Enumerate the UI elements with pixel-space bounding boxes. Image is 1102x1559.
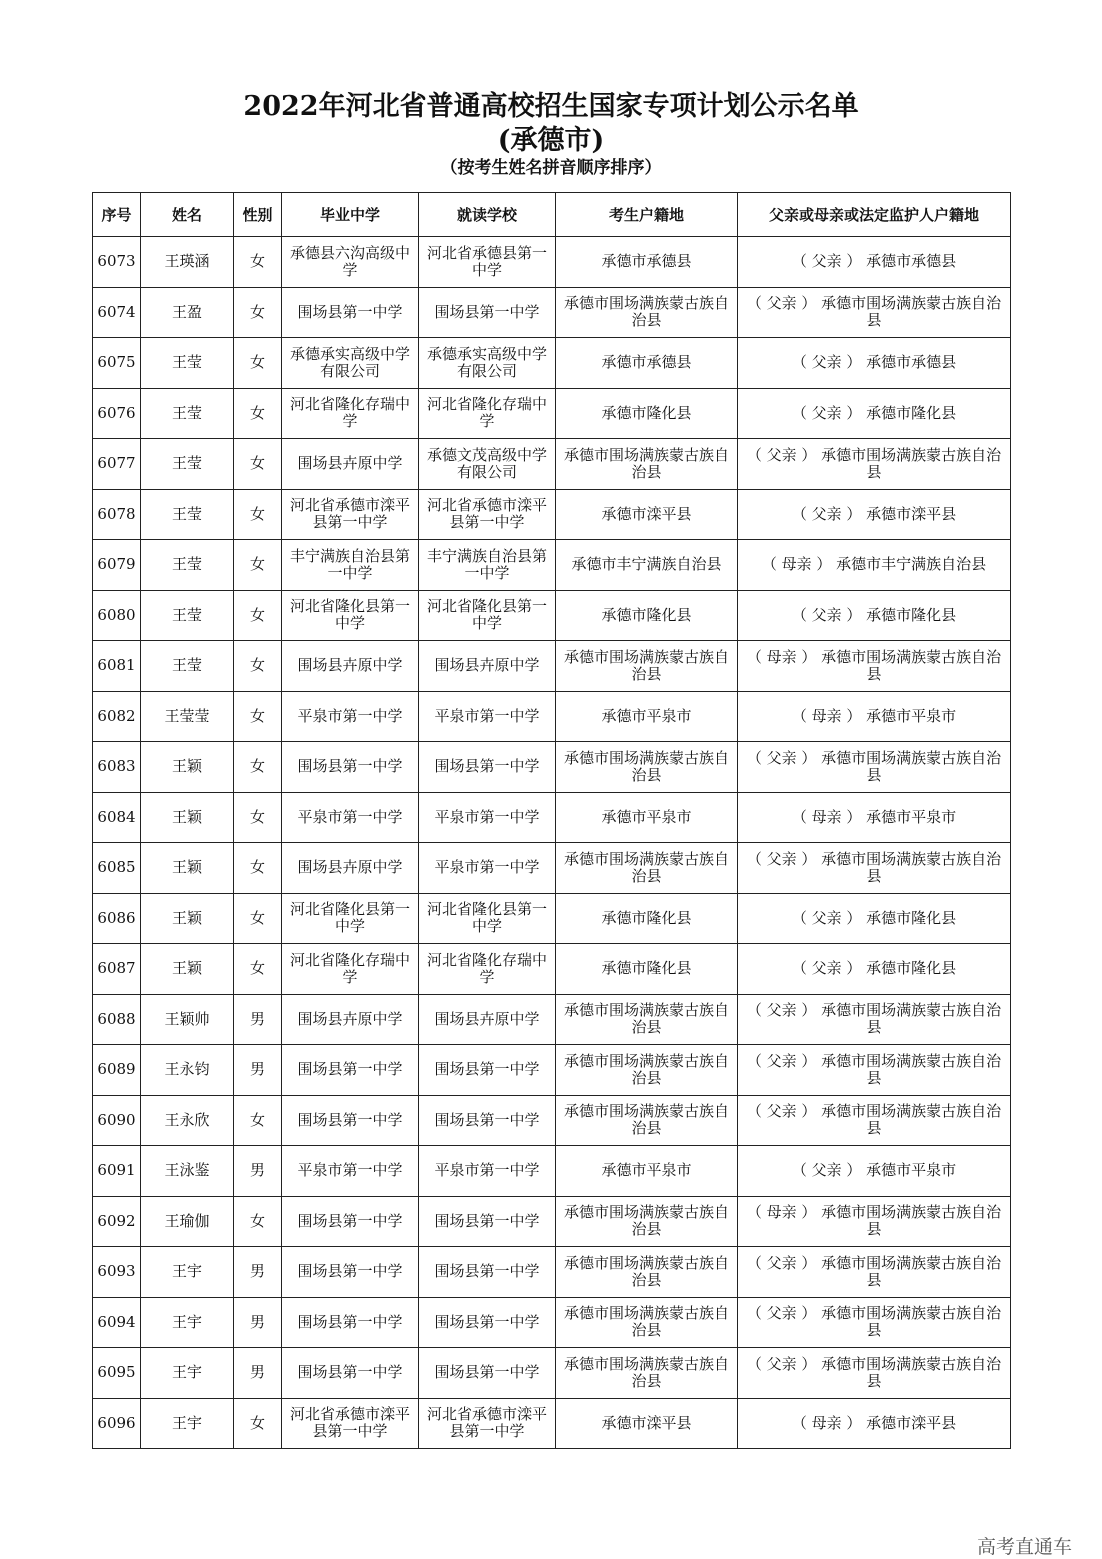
cell-name: 王盈 xyxy=(141,287,234,338)
header-graduated-school: 毕业中学 xyxy=(282,193,419,237)
cell-gender: 男 xyxy=(234,1045,282,1096)
cell-current-school: 平泉市第一中学 xyxy=(419,1146,556,1197)
cell-guardian-residence: （ 父亲 ） 承德市承德县 xyxy=(738,338,1011,389)
cell-student-residence: 承德市围场满族蒙古族自治县 xyxy=(556,1095,738,1146)
cell-serial: 6093 xyxy=(93,1247,141,1298)
cell-graduated-school: 丰宁满族自治县第一中学 xyxy=(282,540,419,591)
cell-student-residence: 承德市滦平县 xyxy=(556,1398,738,1449)
cell-guardian-residence: （ 父亲 ） 承德市承德县 xyxy=(738,237,1011,288)
cell-guardian-residence: （ 父亲 ） 承德市围场满族蒙古族自治县 xyxy=(738,1247,1011,1298)
cell-current-school: 河北省隆化县第一中学 xyxy=(419,590,556,641)
cell-current-school: 平泉市第一中学 xyxy=(419,792,556,843)
cell-current-school: 承德承实高级中学有限公司 xyxy=(419,338,556,389)
cell-current-school: 围场县第一中学 xyxy=(419,742,556,793)
cell-student-residence: 承德市平泉市 xyxy=(556,792,738,843)
table-row xyxy=(93,944,1011,995)
table-row xyxy=(93,994,1011,1045)
cell-name: 王莹 xyxy=(141,590,234,641)
roster-table xyxy=(92,192,1011,1449)
cell-gender: 女 xyxy=(234,489,282,540)
cell-graduated-school: 承德承实高级中学有限公司 xyxy=(282,338,419,389)
cell-current-school: 承德文茂高级中学有限公司 xyxy=(419,439,556,490)
cell-current-school: 围场县卉原中学 xyxy=(419,641,556,692)
cell-name: 王宇 xyxy=(141,1297,234,1348)
cell-guardian-residence: （ 父亲 ） 承德市隆化县 xyxy=(738,893,1011,944)
watermark: 高考直通车 xyxy=(976,1536,1072,1558)
cell-guardian-residence: （ 母亲 ） 承德市平泉市 xyxy=(738,792,1011,843)
table-row xyxy=(93,1398,1011,1449)
cell-graduated-school: 围场县第一中学 xyxy=(282,1045,419,1096)
cell-gender: 女 xyxy=(234,388,282,439)
table-row xyxy=(93,843,1011,894)
cell-student-residence: 承德市围场满族蒙古族自治县 xyxy=(556,287,738,338)
cell-guardian-residence: （ 父亲 ） 承德市平泉市 xyxy=(738,1146,1011,1197)
cell-serial: 6076 xyxy=(93,388,141,439)
cell-current-school: 围场县第一中学 xyxy=(419,1297,556,1348)
cell-gender: 男 xyxy=(234,1146,282,1197)
table-row xyxy=(93,641,1011,692)
table-row xyxy=(93,1348,1011,1399)
cell-serial: 6089 xyxy=(93,1045,141,1096)
cell-student-residence: 承德市围场满族蒙古族自治县 xyxy=(556,994,738,1045)
cell-current-school: 平泉市第一中学 xyxy=(419,691,556,742)
cell-graduated-school: 河北省隆化存瑞中学 xyxy=(282,944,419,995)
table-row xyxy=(93,540,1011,591)
table-row xyxy=(93,388,1011,439)
cell-student-residence: 承德市承德县 xyxy=(556,338,738,389)
cell-name: 王莹 xyxy=(141,439,234,490)
cell-graduated-school: 河北省承德市滦平县第一中学 xyxy=(282,489,419,540)
cell-student-residence: 承德市围场满族蒙古族自治县 xyxy=(556,641,738,692)
cell-student-residence: 承德市隆化县 xyxy=(556,590,738,641)
cell-serial: 6092 xyxy=(93,1196,141,1247)
table-row xyxy=(93,439,1011,490)
cell-student-residence: 承德市围场满族蒙古族自治县 xyxy=(556,1348,738,1399)
cell-serial: 6073 xyxy=(93,237,141,288)
cell-student-residence: 承德市平泉市 xyxy=(556,1146,738,1197)
cell-student-residence: 承德市滦平县 xyxy=(556,489,738,540)
cell-serial: 6075 xyxy=(93,338,141,389)
cell-gender: 女 xyxy=(234,237,282,288)
cell-current-school: 河北省隆化县第一中学 xyxy=(419,893,556,944)
cell-current-school: 河北省隆化存瑞中学 xyxy=(419,944,556,995)
cell-student-residence: 承德市围场满族蒙古族自治县 xyxy=(556,1247,738,1298)
cell-name: 王莹 xyxy=(141,641,234,692)
cell-student-residence: 承德市平泉市 xyxy=(556,691,738,742)
cell-gender: 女 xyxy=(234,641,282,692)
cell-guardian-residence: （ 父亲 ） 承德市滦平县 xyxy=(738,489,1011,540)
cell-serial: 6082 xyxy=(93,691,141,742)
cell-name: 王颖 xyxy=(141,792,234,843)
table-row xyxy=(93,287,1011,338)
table-row xyxy=(93,237,1011,288)
cell-graduated-school: 河北省承德市滦平县第一中学 xyxy=(282,1398,419,1449)
cell-graduated-school: 围场县第一中学 xyxy=(282,1196,419,1247)
cell-guardian-residence: （ 父亲 ） 承德市围场满族蒙古族自治县 xyxy=(738,1348,1011,1399)
cell-student-residence: 承德市围场满族蒙古族自治县 xyxy=(556,843,738,894)
cell-gender: 男 xyxy=(234,1247,282,1298)
cell-name: 王永钧 xyxy=(141,1045,234,1096)
cell-graduated-school: 河北省隆化存瑞中学 xyxy=(282,388,419,439)
table-body xyxy=(93,237,1011,1449)
cell-guardian-residence: （ 父亲 ） 承德市围场满族蒙古族自治县 xyxy=(738,439,1011,490)
cell-student-residence: 承德市围场满族蒙古族自治县 xyxy=(556,1196,738,1247)
cell-name: 王瑜伽 xyxy=(141,1196,234,1247)
cell-serial: 6086 xyxy=(93,893,141,944)
cell-current-school: 河北省承德县第一中学 xyxy=(419,237,556,288)
cell-graduated-school: 围场县第一中学 xyxy=(282,1348,419,1399)
cell-gender: 女 xyxy=(234,1398,282,1449)
cell-guardian-residence: （ 父亲 ） 承德市围场满族蒙古族自治县 xyxy=(738,1045,1011,1096)
cell-current-school: 河北省隆化存瑞中学 xyxy=(419,388,556,439)
cell-guardian-residence: （ 父亲 ） 承德市围场满族蒙古族自治县 xyxy=(738,1297,1011,1348)
cell-serial: 6078 xyxy=(93,489,141,540)
cell-gender: 女 xyxy=(234,287,282,338)
cell-name: 王瑛涵 xyxy=(141,237,234,288)
cell-current-school: 丰宁满族自治县第一中学 xyxy=(419,540,556,591)
header-serial: 序号 xyxy=(93,193,141,237)
cell-guardian-residence: （ 父亲 ） 承德市围场满族蒙古族自治县 xyxy=(738,1095,1011,1146)
header-gender: 性别 xyxy=(234,193,282,237)
cell-student-residence: 承德市承德县 xyxy=(556,237,738,288)
cell-current-school: 围场县第一中学 xyxy=(419,1348,556,1399)
table-row xyxy=(93,792,1011,843)
cell-graduated-school: 河北省隆化县第一中学 xyxy=(282,893,419,944)
cell-name: 王颖 xyxy=(141,843,234,894)
table-row xyxy=(93,590,1011,641)
cell-gender: 女 xyxy=(234,540,282,591)
document-sort-note: （按考生姓名拼音顺序排序） xyxy=(440,158,662,178)
cell-graduated-school: 承德县六沟高级中学 xyxy=(282,237,419,288)
cell-name: 王颖 xyxy=(141,893,234,944)
table-row xyxy=(93,489,1011,540)
cell-graduated-school: 围场县卉原中学 xyxy=(282,843,419,894)
header-guardian-residence: 父亲或母亲或法定监护人户籍地 xyxy=(738,193,1011,237)
cell-serial: 6081 xyxy=(93,641,141,692)
cell-graduated-school: 围场县卉原中学 xyxy=(282,641,419,692)
table-row xyxy=(93,338,1011,389)
cell-serial: 6079 xyxy=(93,540,141,591)
cell-name: 王莹 xyxy=(141,388,234,439)
cell-current-school: 围场县第一中学 xyxy=(419,1095,556,1146)
header-student-residence: 考生户籍地 xyxy=(556,193,738,237)
cell-guardian-residence: （ 父亲 ） 承德市隆化县 xyxy=(738,590,1011,641)
cell-gender: 女 xyxy=(234,944,282,995)
cell-gender: 女 xyxy=(234,439,282,490)
cell-gender: 女 xyxy=(234,691,282,742)
cell-guardian-residence: （ 母亲 ） 承德市丰宁满族自治县 xyxy=(738,540,1011,591)
cell-student-residence: 承德市隆化县 xyxy=(556,388,738,439)
cell-gender: 女 xyxy=(234,893,282,944)
cell-current-school: 围场县第一中学 xyxy=(419,1045,556,1096)
cell-guardian-residence: （ 父亲 ） 承德市围场满族蒙古族自治县 xyxy=(738,994,1011,1045)
table-header-row xyxy=(93,193,1011,237)
header-current-school: 就读学校 xyxy=(419,193,556,237)
cell-serial: 6085 xyxy=(93,843,141,894)
cell-name: 王泳鉴 xyxy=(141,1146,234,1197)
table-row xyxy=(93,893,1011,944)
cell-serial: 6080 xyxy=(93,590,141,641)
cell-serial: 6084 xyxy=(93,792,141,843)
cell-guardian-residence: （ 父亲 ） 承德市围场满族蒙古族自治县 xyxy=(738,843,1011,894)
cell-student-residence: 承德市围场满族蒙古族自治县 xyxy=(556,1297,738,1348)
cell-graduated-school: 围场县卉原中学 xyxy=(282,994,419,1045)
cell-guardian-residence: （ 父亲 ） 承德市围场满族蒙古族自治县 xyxy=(738,742,1011,793)
table-row xyxy=(93,1247,1011,1298)
table-row xyxy=(93,742,1011,793)
cell-gender: 女 xyxy=(234,843,282,894)
cell-gender: 男 xyxy=(234,1348,282,1399)
cell-gender: 女 xyxy=(234,792,282,843)
cell-name: 王莹 xyxy=(141,338,234,389)
cell-graduated-school: 围场县卉原中学 xyxy=(282,439,419,490)
cell-guardian-residence: （ 父亲 ） 承德市隆化县 xyxy=(738,388,1011,439)
cell-name: 王永欣 xyxy=(141,1095,234,1146)
cell-serial: 6083 xyxy=(93,742,141,793)
cell-guardian-residence: （ 父亲 ） 承德市围场满族蒙古族自治县 xyxy=(738,287,1011,338)
cell-serial: 6074 xyxy=(93,287,141,338)
cell-graduated-school: 平泉市第一中学 xyxy=(282,691,419,742)
cell-serial: 6096 xyxy=(93,1398,141,1449)
cell-gender: 女 xyxy=(234,590,282,641)
cell-serial: 6094 xyxy=(93,1297,141,1348)
cell-gender: 女 xyxy=(234,338,282,389)
cell-guardian-residence: （ 母亲 ） 承德市围场满族蒙古族自治县 xyxy=(738,1196,1011,1247)
table-row xyxy=(93,1045,1011,1096)
cell-student-residence: 承德市隆化县 xyxy=(556,944,738,995)
cell-student-residence: 承德市围场满族蒙古族自治县 xyxy=(556,742,738,793)
cell-gender: 女 xyxy=(234,1095,282,1146)
cell-graduated-school: 围场县第一中学 xyxy=(282,1095,419,1146)
cell-current-school: 河北省承德市滦平县第一中学 xyxy=(419,489,556,540)
cell-name: 王颖帅 xyxy=(141,994,234,1045)
cell-serial: 6088 xyxy=(93,994,141,1045)
cell-graduated-school: 平泉市第一中学 xyxy=(282,1146,419,1197)
cell-current-school: 围场县第一中学 xyxy=(419,287,556,338)
cell-serial: 6091 xyxy=(93,1146,141,1197)
cell-gender: 女 xyxy=(234,742,282,793)
cell-student-residence: 承德市围场满族蒙古族自治县 xyxy=(556,1045,738,1096)
cell-current-school: 平泉市第一中学 xyxy=(419,843,556,894)
header-name: 姓名 xyxy=(141,193,234,237)
cell-student-residence: 承德市围场满族蒙古族自治县 xyxy=(556,439,738,490)
cell-graduated-school: 围场县第一中学 xyxy=(282,742,419,793)
document-title: 2022年河北省普通高校招生国家专项计划公示名单 xyxy=(243,91,859,122)
cell-current-school: 围场县卉原中学 xyxy=(419,994,556,1045)
cell-gender: 男 xyxy=(234,994,282,1045)
cell-guardian-residence: （ 父亲 ） 承德市隆化县 xyxy=(738,944,1011,995)
cell-current-school: 围场县第一中学 xyxy=(419,1247,556,1298)
table-row xyxy=(93,1095,1011,1146)
cell-name: 王宇 xyxy=(141,1398,234,1449)
cell-name: 王莹莹 xyxy=(141,691,234,742)
document-subtitle-city: (承德市) xyxy=(497,125,605,156)
cell-serial: 6087 xyxy=(93,944,141,995)
cell-student-residence: 承德市隆化县 xyxy=(556,893,738,944)
cell-name: 王莹 xyxy=(141,540,234,591)
cell-graduated-school: 围场县第一中学 xyxy=(282,287,419,338)
table-row xyxy=(93,1146,1011,1197)
cell-student-residence: 承德市丰宁满族自治县 xyxy=(556,540,738,591)
cell-graduated-school: 河北省隆化县第一中学 xyxy=(282,590,419,641)
table-row xyxy=(93,1196,1011,1247)
cell-current-school: 河北省承德市滦平县第一中学 xyxy=(419,1398,556,1449)
cell-name: 王宇 xyxy=(141,1348,234,1399)
cell-current-school: 围场县第一中学 xyxy=(419,1196,556,1247)
table-row xyxy=(93,1297,1011,1348)
cell-graduated-school: 围场县第一中学 xyxy=(282,1297,419,1348)
cell-guardian-residence: （ 母亲 ） 承德市平泉市 xyxy=(738,691,1011,742)
cell-gender: 女 xyxy=(234,1196,282,1247)
cell-serial: 6077 xyxy=(93,439,141,490)
table-row xyxy=(93,691,1011,742)
cell-guardian-residence: （ 母亲 ） 承德市滦平县 xyxy=(738,1398,1011,1449)
cell-serial: 6095 xyxy=(93,1348,141,1399)
cell-name: 王莹 xyxy=(141,489,234,540)
cell-serial: 6090 xyxy=(93,1095,141,1146)
cell-graduated-school: 围场县第一中学 xyxy=(282,1247,419,1298)
cell-guardian-residence: （ 母亲 ） 承德市围场满族蒙古族自治县 xyxy=(738,641,1011,692)
cell-name: 王宇 xyxy=(141,1247,234,1298)
cell-gender: 男 xyxy=(234,1297,282,1348)
cell-name: 王颖 xyxy=(141,944,234,995)
cell-name: 王颖 xyxy=(141,742,234,793)
cell-graduated-school: 平泉市第一中学 xyxy=(282,792,419,843)
